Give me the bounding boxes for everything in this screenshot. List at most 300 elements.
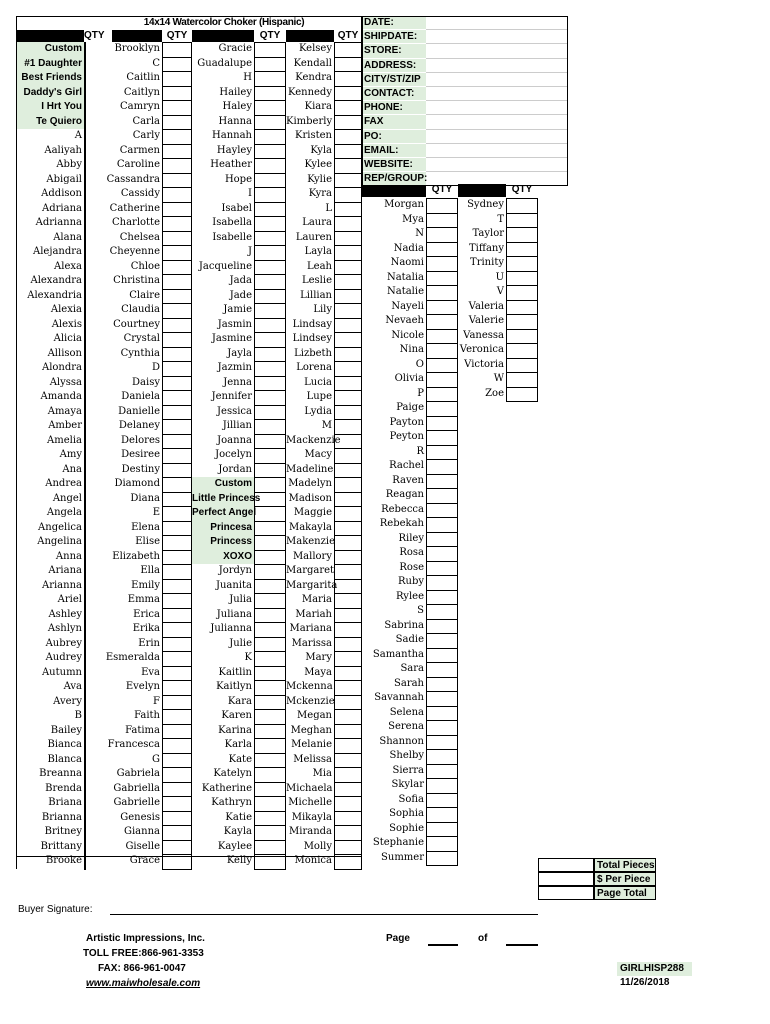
name-cell: Julia	[229, 594, 252, 605]
name-cell: Alyssa	[16, 376, 84, 391]
name-cell: Leslie	[301, 275, 332, 286]
name-cell: Kendra	[295, 72, 332, 83]
name-cell: Stephanie	[372, 837, 424, 848]
totals-input[interactable]	[538, 886, 594, 900]
qty-header-label: QTY	[259, 30, 281, 41]
name-cell: Daddy's Girl	[16, 86, 84, 101]
qty-input[interactable]	[426, 416, 458, 432]
qty-input[interactable]	[426, 575, 458, 591]
qty-input[interactable]	[426, 227, 458, 243]
name-cell: I Hrt You	[16, 100, 84, 115]
qty-input[interactable]	[426, 271, 458, 287]
name-cell: Riley	[398, 532, 424, 544]
info-field-label: REP/GROUP:	[362, 172, 426, 186]
name-cell: V	[496, 286, 504, 297]
info-field-label: STORE:	[362, 44, 426, 58]
qty-input[interactable]	[426, 517, 458, 533]
name-cell: Audrey	[16, 651, 84, 666]
name-cell: Jessica	[217, 405, 252, 417]
name-cell: Joanna	[217, 434, 252, 446]
name-cell: Natalie	[386, 286, 424, 297]
name-cell: Peyton	[389, 431, 424, 442]
name-cell: Courtney	[113, 318, 160, 330]
name-cell: Abigail	[16, 173, 84, 188]
name-cell: Kate	[228, 753, 252, 765]
name-cell: Evelyn	[125, 681, 160, 692]
info-field-label: ADDRESS:	[362, 59, 426, 73]
name-cell: Crystal	[123, 333, 160, 344]
name-cell: Amber	[16, 419, 84, 434]
name-cell: Mackenzie	[286, 434, 341, 446]
name-cell: C	[152, 57, 160, 69]
name-cell: Julianna	[210, 623, 252, 634]
name-cell: E	[152, 507, 160, 518]
info-field-label: EMAIL:	[362, 144, 426, 158]
name-cell: Amanda	[16, 390, 84, 405]
page-number-line[interactable]	[428, 944, 458, 946]
qty-header-bar	[16, 30, 84, 42]
name-cell: Lupe	[306, 391, 332, 402]
table-frame	[16, 16, 362, 857]
name-cell: Brittany	[16, 840, 84, 855]
name-cell: Kathryn	[211, 797, 252, 808]
qty-input[interactable]	[426, 198, 458, 214]
name-cell: Amelia	[16, 434, 84, 449]
name-cell: Andrea	[16, 477, 84, 492]
name-cell: O	[415, 358, 424, 370]
name-cell: Bianca	[16, 738, 84, 753]
qty-input[interactable]	[426, 793, 458, 809]
qty-input[interactable]	[426, 590, 458, 606]
name-cell: B	[16, 709, 84, 724]
qty-input[interactable]	[426, 662, 458, 678]
qty-input[interactable]	[426, 706, 458, 722]
name-cell: Sofia	[398, 793, 424, 805]
name-cell: Rosa	[399, 547, 424, 558]
name-cell: Ariel	[16, 593, 84, 608]
page-total-line[interactable]	[506, 944, 538, 946]
qty-input[interactable]	[506, 198, 538, 214]
name-cell: Naomi	[390, 257, 424, 268]
name-cell: R	[416, 445, 424, 457]
name-cell: Princess	[192, 535, 254, 550]
name-cell: F	[153, 695, 160, 707]
name-cell: Amaya	[16, 405, 84, 420]
name-cell: Melissa	[293, 753, 332, 765]
name-cell: Leah	[307, 260, 332, 272]
qty-input[interactable]	[426, 691, 458, 707]
qty-input[interactable]	[426, 561, 458, 577]
name-cell: Sydney	[467, 199, 504, 210]
qty-input[interactable]	[506, 343, 538, 359]
name-cell: Savannah	[374, 692, 424, 703]
name-cell: Maya	[304, 666, 332, 678]
name-cell: Kayla	[223, 826, 252, 837]
name-cell: Diamond	[114, 478, 160, 489]
name-cell: Laura	[302, 217, 332, 228]
name-cell: Michelle	[288, 797, 332, 808]
name-cell: Mia	[312, 768, 332, 779]
name-cell: Ashley	[16, 608, 84, 623]
name-cell: Katelyn	[213, 768, 252, 779]
company-fax: FAX: 866-961-0047	[98, 963, 186, 974]
name-cell: Guadalupe	[197, 57, 252, 69]
name-cell: Mariana	[289, 623, 332, 634]
name-cell: Brianna	[16, 811, 84, 826]
qty-header-bar	[286, 30, 334, 42]
name-cell: Kylie	[307, 173, 332, 185]
name-cell: Kylee	[304, 159, 332, 170]
name-cell: Jade	[229, 289, 252, 301]
name-cell: Eva	[141, 666, 160, 678]
name-cell: Jacqueline	[198, 260, 252, 272]
name-cell: Tiffany	[468, 242, 504, 254]
name-cell: Nevaeh	[385, 315, 424, 326]
qty-input[interactable]	[506, 242, 538, 258]
name-cell: Chloe	[130, 260, 160, 272]
name-cell: Skylar	[391, 779, 424, 790]
name-cell: W	[493, 373, 504, 384]
qty-input[interactable]	[426, 430, 458, 446]
name-cell: Brooklyn	[114, 43, 160, 54]
name-cell: Caitlin	[126, 72, 160, 83]
qty-input[interactable]	[506, 271, 538, 287]
name-cell: Ariana	[16, 564, 84, 579]
of-label: of	[478, 933, 488, 944]
name-cell: Emma	[127, 594, 160, 605]
qty-input[interactable]	[506, 387, 538, 403]
name-cell: Jennifer	[211, 391, 252, 402]
name-cell: Angelina	[16, 535, 84, 550]
name-cell: Maggie	[293, 507, 332, 518]
name-cell: Adriana	[16, 202, 84, 217]
name-cell: Cassidy	[120, 188, 160, 199]
name-cell: Sophia	[389, 808, 424, 819]
name-cell: Valeria	[468, 300, 504, 312]
qty-input[interactable]	[426, 329, 458, 345]
name-cell: Lizbeth	[294, 347, 332, 359]
company-website[interactable]: www.maiwholesale.com	[86, 978, 201, 989]
name-cell: Paige	[396, 402, 424, 413]
name-cell: Kennedy	[288, 86, 332, 98]
buyer-signature-line[interactable]	[110, 914, 538, 915]
name-cell: Jordyn	[218, 565, 252, 576]
qty-header-label: QTY	[166, 30, 188, 41]
name-cell: Trinity	[470, 257, 504, 268]
name-cell: Erin	[138, 637, 160, 649]
qty-input[interactable]	[426, 285, 458, 301]
name-cell: M	[321, 420, 332, 431]
qty-input[interactable]	[426, 532, 458, 548]
name-cell: Mckenna	[286, 681, 333, 692]
name-cell: Giselle	[125, 840, 160, 852]
qty-input[interactable]	[426, 749, 458, 765]
name-cell: Alana	[16, 231, 84, 246]
totals-label: Total Pieces	[594, 858, 656, 872]
name-cell: Delaney	[118, 420, 160, 431]
qty-input[interactable]	[426, 387, 458, 403]
info-field-label: DATE:	[362, 16, 426, 30]
qty-input[interactable]	[426, 648, 458, 664]
name-cell: Custom	[16, 42, 84, 57]
info-field-label: CITY/ST/ZIP	[362, 73, 426, 87]
name-cell: Jasmine	[211, 333, 252, 344]
name-cell: Juliana	[216, 608, 252, 620]
qty-input[interactable]	[426, 503, 458, 519]
name-cell: Sarah	[394, 677, 424, 689]
qty-input[interactable]	[426, 851, 458, 867]
name-cell: L	[325, 202, 332, 214]
qty-input[interactable]	[506, 300, 538, 316]
qty-input[interactable]	[426, 314, 458, 330]
name-cell: Isabel	[221, 202, 252, 214]
qty-input[interactable]	[426, 300, 458, 316]
qty-input[interactable]	[426, 358, 458, 374]
totals-input[interactable]	[538, 858, 594, 872]
name-cell: Anna	[16, 550, 84, 565]
name-cell: Madelyn	[288, 478, 332, 489]
name-cell: Sierra	[392, 764, 424, 776]
name-cell: Jocelyn	[215, 449, 252, 460]
qty-input[interactable]	[506, 227, 538, 243]
name-cell: Madeline	[286, 463, 334, 475]
name-cell: Cheyenne	[109, 246, 160, 257]
name-cell: Gracie	[218, 43, 252, 54]
info-field-label: FAX	[362, 115, 426, 129]
name-cell: Caroline	[116, 159, 160, 170]
name-cell: Kyra	[308, 188, 332, 199]
name-cell: Mikayla	[291, 811, 332, 823]
qty-input[interactable]	[426, 720, 458, 736]
name-cell: Blanca	[16, 753, 84, 768]
name-cell: Kaitlin	[218, 666, 252, 678]
name-cell: Macy	[304, 449, 332, 460]
name-cell: Elizabeth	[112, 550, 160, 562]
name-cell: Isabella	[212, 217, 252, 228]
info-field-label: SHIPDATE:	[362, 30, 426, 44]
name-cell: Elise	[135, 536, 160, 547]
qty-input[interactable]	[426, 488, 458, 504]
name-cell: Margarita	[286, 579, 338, 591]
name-cell: Ana	[16, 463, 84, 478]
name-cell: Diana	[130, 492, 160, 504]
totals-input[interactable]	[538, 872, 594, 886]
name-cell: Esmeralda	[105, 652, 160, 663]
name-cell: Kimberly	[286, 115, 333, 127]
name-cell: Karen	[221, 710, 252, 721]
qty-input[interactable]	[426, 633, 458, 649]
name-cell: Autumn	[16, 666, 84, 681]
name-cell: Julie	[229, 637, 252, 649]
qty-input[interactable]	[426, 343, 458, 359]
qty-input[interactable]	[426, 546, 458, 562]
qty-input[interactable]	[426, 401, 458, 417]
name-cell: Lily	[313, 304, 332, 315]
name-cell: Mckenzie	[286, 695, 335, 707]
info-field-label: CONTACT:	[362, 87, 426, 101]
qty-input[interactable]	[426, 735, 458, 751]
name-cell: Ashlyn	[16, 622, 84, 637]
name-cell: Sara	[400, 663, 424, 674]
form-code: GIRLHISP288	[617, 962, 692, 976]
name-cell: Karla	[224, 739, 252, 750]
name-cell: Arianna	[16, 579, 84, 594]
name-cell: Britney	[16, 825, 84, 840]
name-cell: Adrianna	[16, 216, 84, 231]
form-title: 14x14 Watercolor Choker (Hispanic)	[143, 17, 305, 28]
qty-header-label: QTY	[84, 30, 105, 41]
name-cell: Francesca	[107, 739, 160, 750]
qty-header-bar	[192, 30, 254, 42]
qty-input[interactable]	[506, 285, 538, 301]
name-cell: Kaylee	[217, 840, 252, 852]
qty-input[interactable]	[426, 445, 458, 461]
name-cell: Jada	[229, 275, 252, 286]
name-cell: Angel	[16, 492, 84, 507]
name-cell: Olivia	[394, 373, 424, 384]
name-cell: Kaitlyn	[216, 681, 252, 692]
name-cell: Hanna	[218, 115, 252, 127]
name-cell: Addison	[16, 187, 84, 202]
name-cell: Christina	[113, 275, 160, 286]
name-cell: Rylee	[395, 590, 424, 602]
name-cell: Rose	[399, 561, 424, 573]
name-cell: Elena	[131, 521, 160, 533]
name-cell: Lillian	[300, 289, 332, 301]
name-cell: Megan	[297, 710, 332, 721]
name-cell: U	[495, 271, 504, 283]
name-cell: Angelica	[16, 521, 84, 536]
qty-input[interactable]	[426, 242, 458, 258]
name-cell: Katie	[225, 811, 252, 823]
name-cell: Sadie	[395, 634, 424, 645]
qty-input[interactable]	[426, 778, 458, 794]
name-cell: Raven	[392, 474, 424, 486]
name-cell: Carly	[132, 130, 160, 141]
qty-input[interactable]	[426, 764, 458, 780]
name-cell: Karina	[218, 724, 252, 736]
qty-input[interactable]	[506, 358, 538, 374]
qty-input[interactable]	[506, 329, 538, 345]
name-cell: Little Princess	[192, 492, 254, 507]
name-cell: Morgan	[384, 199, 424, 210]
name-cell: Kelsey	[298, 43, 332, 54]
name-cell: Caitlyn	[123, 86, 160, 98]
name-cell: Catherine	[109, 202, 160, 214]
name-cell: Aubrey	[16, 637, 84, 652]
name-cell: Kyla	[310, 144, 332, 156]
name-cell: Valerie	[468, 315, 504, 326]
page-label: Page	[386, 933, 410, 944]
qty-input[interactable]	[426, 474, 458, 490]
name-cell: Daniela	[121, 391, 160, 402]
name-cell: Nadia	[393, 242, 424, 254]
qty-input[interactable]	[506, 314, 538, 330]
name-cell: Alejandra	[16, 245, 84, 260]
name-cell: Jayla	[227, 347, 252, 359]
name-cell: Alexis	[16, 318, 84, 333]
name-cell: Selena	[389, 706, 424, 718]
name-cell: Payton	[389, 416, 424, 428]
info-field-label: PO:	[362, 130, 426, 144]
name-cell: Mary	[305, 652, 332, 663]
name-cell: Destiny	[121, 463, 160, 475]
name-cell: Faith	[134, 710, 160, 721]
qty-input[interactable]	[506, 372, 538, 388]
name-cell: Kelly	[226, 855, 252, 866]
name-cell: Camryn	[120, 101, 160, 112]
name-cell: Zoe	[485, 387, 504, 399]
name-cell: Gabrielle	[113, 797, 160, 808]
name-cell: Nina	[399, 344, 424, 355]
qty-input[interactable]	[426, 213, 458, 229]
qty-input[interactable]	[426, 459, 458, 475]
name-cell: Sabrina	[384, 619, 424, 631]
name-cell: Kara	[227, 695, 252, 707]
company-name: Artistic Impressions, Inc.	[86, 933, 205, 944]
name-cell: Lauren	[295, 231, 332, 243]
name-cell: Margaret	[286, 565, 335, 576]
info-field-label: WEBSITE:	[362, 158, 426, 172]
name-cell: Hannah	[212, 130, 252, 141]
qty-input[interactable]	[426, 822, 458, 838]
name-cell: P	[417, 387, 424, 399]
qty-input[interactable]	[426, 619, 458, 635]
name-cell: Daisy	[132, 376, 160, 388]
qty-input[interactable]	[426, 256, 458, 272]
name-cell: Reagan	[385, 489, 424, 500]
name-cell: Fatima	[125, 724, 160, 736]
name-cell: Veronica	[459, 344, 504, 355]
name-cell: Sophie	[389, 822, 424, 834]
name-cell: Claire	[129, 289, 160, 301]
qty-input[interactable]	[426, 836, 458, 852]
name-cell: Hope	[224, 173, 252, 185]
name-cell: Lucia	[304, 376, 332, 388]
name-cell: Haley	[222, 101, 252, 112]
name-cell: Jillian	[222, 420, 252, 431]
name-cell: Juanita	[215, 579, 252, 591]
name-cell: Michaela	[286, 782, 333, 794]
qty-input[interactable]	[426, 372, 458, 388]
name-cell: Carmen	[119, 144, 160, 156]
name-cell: Jenna	[223, 376, 252, 388]
name-cell: Miranda	[289, 826, 332, 837]
name-cell: Natalia	[386, 271, 424, 283]
name-cell: Nicole	[391, 329, 424, 341]
name-cell: Mallory	[292, 550, 332, 562]
name-cell: Mariah	[295, 608, 332, 620]
qty-input[interactable]	[426, 807, 458, 823]
info-field-label: PHONE:	[362, 101, 426, 115]
name-cell: Vanessa	[463, 329, 504, 341]
name-cell: N	[415, 228, 424, 239]
name-cell: Marissa	[291, 637, 332, 649]
name-cell: Maria	[301, 594, 332, 605]
qty-input[interactable]	[426, 604, 458, 620]
name-cell: XOXO	[192, 550, 254, 565]
name-cell: K	[244, 652, 252, 663]
qty-input[interactable]	[506, 213, 538, 229]
form-date: 11/26/2018	[620, 977, 670, 988]
qty-input[interactable]	[426, 677, 458, 693]
qty-input[interactable]	[506, 256, 538, 272]
name-cell: Angela	[16, 506, 84, 521]
name-cell: Aaliyah	[16, 144, 84, 159]
name-cell: Cynthia	[120, 347, 160, 359]
name-cell: Summer	[381, 851, 424, 863]
name-cell: Princesa	[192, 521, 254, 536]
